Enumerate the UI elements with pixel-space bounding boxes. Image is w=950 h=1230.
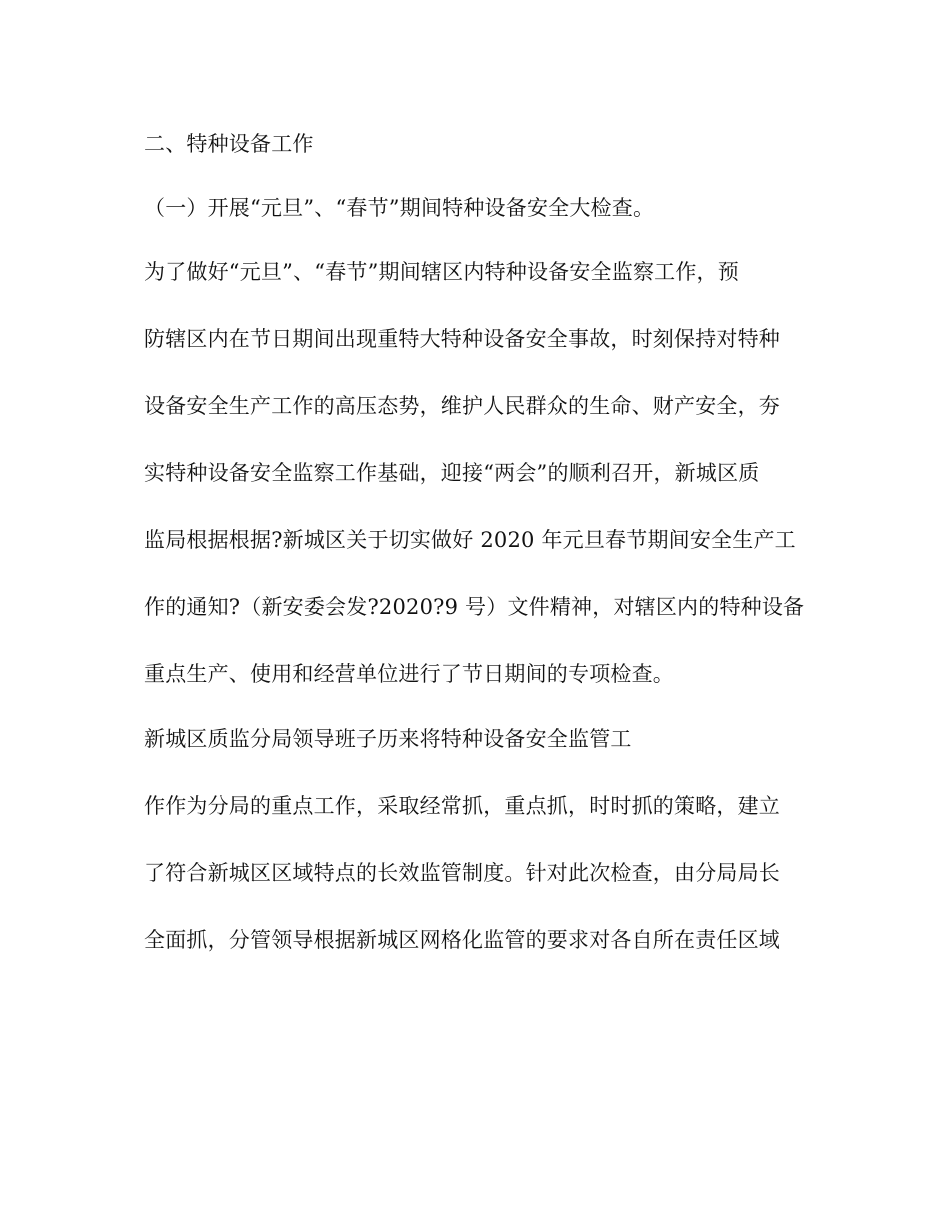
paragraph-line: 为了做好“元旦”、“春节”期间辖区内特种设备安全监察工作，预 bbox=[144, 260, 739, 284]
paragraph-line: 实特种设备安全监察工作基础，迎接“两会”的顺利召开，新城区质 bbox=[144, 461, 760, 485]
paragraph-line: 设备安全生产工作的高压态势，维护人民群众的生命、财产安全，夯 bbox=[144, 394, 780, 418]
paragraph-line: 重点生产、使用和经营单位进行了节日期间的专项检查。 bbox=[144, 662, 674, 686]
section-heading: 二、特种设备工作 bbox=[144, 132, 314, 156]
paragraph-line: 防辖区内在节日期间出现重特大特种设备安全事故，时刻保持对特种 bbox=[144, 327, 780, 351]
paragraph-line: 作的通知?（新安委会发?2020?9 号）文件精神，对辖区内的特种设备 bbox=[144, 595, 805, 619]
paragraph-line: 监局根据根据?新城区关于切实做好 2020 年元旦春节期间安全生产工 bbox=[144, 528, 796, 552]
paragraph-line: 了符合新城区区域特点的长效监管制度。针对此次检查，由分局局长 bbox=[144, 861, 780, 885]
paragraph-line: 全面抓，分管领导根据新城区网格化监管的要求对各自所在责任区域 bbox=[144, 928, 780, 952]
paragraph-line: 新城区质监分局领导班子历来将特种设备安全监管工 bbox=[144, 727, 632, 751]
subsection-heading: （一）开展“元旦”、“春节”期间特种设备安全大检查。 bbox=[144, 196, 655, 220]
paragraph-line: 作作为分局的重点工作，采取经常抓，重点抓，时时抓的策略，建立 bbox=[144, 794, 780, 818]
